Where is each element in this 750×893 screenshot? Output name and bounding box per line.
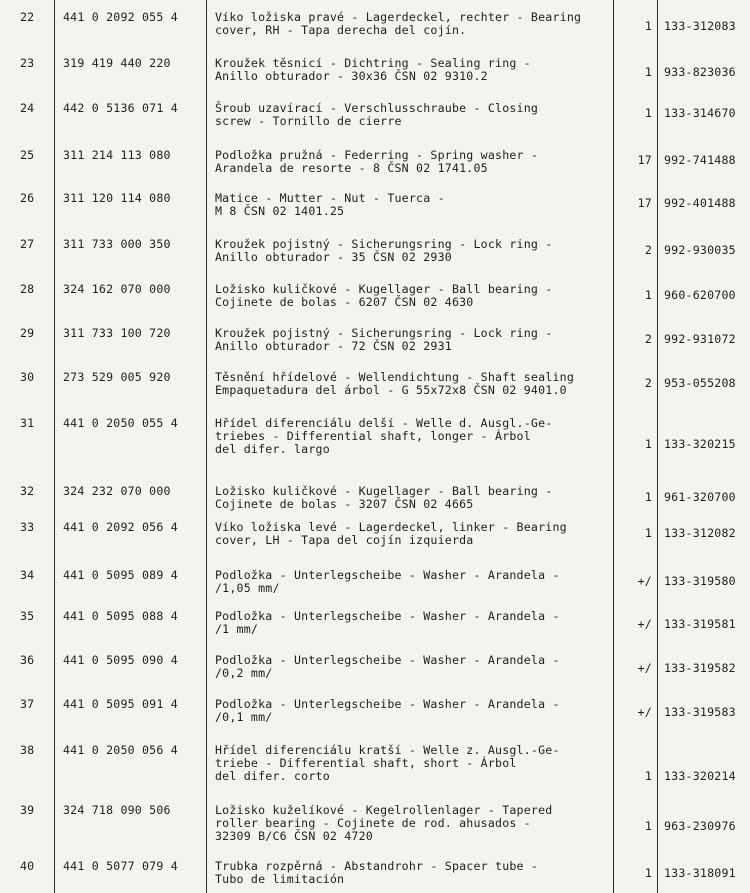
table-row	[0, 185, 750, 231]
order-number: 133-320214	[664, 769, 736, 783]
part-description	[215, 238, 610, 264]
description-line: Ložisko kuželíkové - Kegelrollenlager - Tapered	[215, 803, 553, 817]
part-number: 441 0 5095 091 4	[63, 697, 178, 711]
order-number: 992-401488	[664, 196, 736, 210]
item-number: 28	[20, 282, 35, 296]
quantity: 1	[644, 65, 652, 79]
part-number: 324 232 070 000	[63, 484, 171, 498]
description-line: cover, RH - Tapa derecha del cojín.	[215, 23, 467, 37]
description-line: Podložka - Unterlegscheibe - Washer - Arandela -	[215, 568, 560, 582]
order-number: 961-320700	[664, 490, 736, 504]
order-number: 133-318091	[664, 866, 736, 880]
part-description	[215, 521, 610, 547]
part-description	[215, 11, 610, 37]
order-number: 133-319582	[664, 661, 736, 675]
part-number: 311 733 000 350	[63, 237, 171, 251]
description-line: Kroužek pojistný - Sicherungsring - Lock ring -	[215, 326, 553, 340]
item-number: 25	[20, 148, 35, 162]
table-row	[0, 853, 750, 893]
order-number: 933-823036	[664, 65, 736, 79]
table-row	[0, 95, 750, 141]
order-number: 133-312083	[664, 19, 736, 33]
item-number: 30	[20, 370, 35, 384]
part-description	[215, 860, 610, 886]
description-line: Podložka - Unterlegscheibe - Washer - Arandela -	[215, 609, 560, 623]
item-number: 27	[20, 237, 35, 251]
table-row	[0, 142, 750, 188]
description-line: Cojinete de bolas - 3207 ČSN 02 4665	[215, 497, 474, 511]
description-line: del difer. largo	[215, 442, 330, 456]
item-number: 40	[20, 859, 35, 873]
part-description	[215, 327, 610, 353]
table-row	[0, 737, 750, 783]
part-description	[215, 569, 610, 595]
quantity: 1	[644, 769, 652, 783]
table-row	[0, 410, 750, 456]
description-line: Matice - Mutter - Nut - Tuerca -	[215, 191, 445, 205]
item-number: 36	[20, 653, 35, 667]
part-description	[215, 417, 610, 456]
part-number: 441 0 5095 090 4	[63, 653, 178, 667]
quantity: +/	[637, 617, 652, 631]
description-line: Podložka - Unterlegscheibe - Washer - Arandela -	[215, 697, 560, 711]
part-number: 441 0 2092 056 4	[63, 520, 178, 534]
part-description	[215, 485, 610, 511]
part-description	[215, 102, 610, 128]
description-line: /1,05 mm/	[215, 581, 280, 595]
part-number: 319 419 440 220	[63, 56, 171, 70]
part-number: 441 0 2050 056 4	[63, 743, 178, 757]
item-number: 31	[20, 416, 35, 430]
description-line: /1 mm/	[215, 622, 259, 636]
part-description	[215, 654, 610, 680]
description-line: /0,1 mm/	[215, 710, 273, 724]
description-line: Empaquetadura del árbol - G 55x72x8 ČSN 02 9401.0	[215, 383, 567, 397]
table-row	[0, 364, 750, 410]
item-number: 39	[20, 803, 35, 817]
quantity: 2	[644, 332, 652, 346]
table-row	[0, 603, 750, 649]
order-number: 960-620700	[664, 288, 736, 302]
description-line: del difer. corto	[215, 769, 330, 783]
part-description	[215, 744, 610, 783]
part-description	[215, 804, 610, 843]
quantity: 2	[644, 376, 652, 390]
table-row	[0, 797, 750, 843]
description-line: Hřídel diferenciálu delší - Welle d. Ausgl.-Ge-	[215, 416, 553, 430]
part-number: 311 214 113 080	[63, 148, 171, 162]
part-description	[215, 698, 610, 724]
item-number: 34	[20, 568, 35, 582]
table-row	[0, 276, 750, 322]
part-description	[215, 192, 610, 218]
description-line: 32309 B/C6 ČSN 02 4720	[215, 829, 373, 843]
quantity: +/	[637, 574, 652, 588]
table-row	[0, 4, 750, 50]
part-number: 441 0 5095 089 4	[63, 568, 178, 582]
part-number: 441 0 5077 079 4	[63, 859, 178, 873]
part-number: 311 733 100 720	[63, 326, 171, 340]
description-line: Šroub uzavírací - Verschlusschraube - Closing	[215, 101, 539, 115]
item-number: 24	[20, 101, 35, 115]
description-line: Kroužek těsnicí - Dichtring - Sealing ring -	[215, 56, 531, 70]
table-row	[0, 231, 750, 277]
part-number: 441 0 5095 088 4	[63, 609, 178, 623]
description-line: Těsnění hřídelové - Wellendichtung - Shaft sealing	[215, 370, 575, 384]
description-line: M 8 ČSN 02 1401.25	[215, 204, 345, 218]
description-line: /0,2 mm/	[215, 666, 273, 680]
order-number: 992-931072	[664, 332, 736, 346]
part-number: 441 0 2092 055 4	[63, 10, 178, 24]
quantity: 1	[644, 866, 652, 880]
order-number: 133-319581	[664, 617, 736, 631]
order-number: 963-230976	[664, 819, 736, 833]
item-number: 23	[20, 56, 35, 70]
quantity: 1	[644, 437, 652, 451]
description-line: Hřídel diferenciálu kratší - Welle z. Ausgl.-Ge-	[215, 743, 560, 757]
order-number: 992-741488	[664, 153, 736, 167]
description-line: Ložisko kuličkové - Kugellager - Ball bearing -	[215, 484, 553, 498]
quantity: 1	[644, 106, 652, 120]
order-number: 133-320215	[664, 437, 736, 451]
quantity: 1	[644, 19, 652, 33]
description-line: Víko ložiska pravé - Lagerdeckel, rechter - Bearing	[215, 10, 582, 24]
description-line: Cojinete de bolas - 6207 ČSN 02 4630	[215, 295, 474, 309]
description-line: Anillo obturador - 35 ČSN 02 2930	[215, 250, 452, 264]
item-number: 35	[20, 609, 35, 623]
part-number: 324 718 090 506	[63, 803, 171, 817]
description-line: Anillo obturador - 72 ČSN 02 2931	[215, 339, 452, 353]
item-number: 37	[20, 697, 35, 711]
part-number: 442 0 5136 071 4	[63, 101, 178, 115]
item-number: 32	[20, 484, 35, 498]
quantity: 1	[644, 526, 652, 540]
description-line: Anillo obturador - 30x36 ČSN 02 9310.2	[215, 69, 488, 83]
quantity: +/	[637, 705, 652, 719]
quantity: 17	[637, 196, 652, 210]
quantity: 1	[644, 490, 652, 504]
order-number: 133-312082	[664, 526, 736, 540]
description-line: Podložka - Unterlegscheibe - Washer - Arandela -	[215, 653, 560, 667]
quantity: 2	[644, 243, 652, 257]
table-row	[0, 691, 750, 737]
description-line: Arandela de resorte - 8 ČSN 02 1741.05	[215, 161, 488, 175]
part-description	[215, 57, 610, 83]
order-number: 992-930035	[664, 243, 736, 257]
description-line: triebes - Differential shaft, longer - Árbol	[215, 429, 531, 443]
part-number: 273 529 005 920	[63, 370, 171, 384]
description-line: Ložisko kuličkové - Kugellager - Ball bearing -	[215, 282, 553, 296]
quantity: 17	[637, 153, 652, 167]
item-number: 29	[20, 326, 35, 340]
part-description	[215, 610, 610, 636]
description-line: Podložka pružná - Federring - Spring washer -	[215, 148, 539, 162]
order-number: 953-055208	[664, 376, 736, 390]
description-line: cover, LH - Tapa del cojín izquierda	[215, 533, 474, 547]
table-row	[0, 562, 750, 608]
table-row	[0, 647, 750, 693]
item-number: 33	[20, 520, 35, 534]
order-number: 133-314670	[664, 106, 736, 120]
description-line: triebe - Differential shaft, short - Árbol	[215, 756, 517, 770]
part-number: 311 120 114 080	[63, 191, 171, 205]
item-number: 22	[20, 10, 35, 24]
part-number: 324 162 070 000	[63, 282, 171, 296]
table-row	[0, 320, 750, 366]
description-line: screw - Tornillo de cierre	[215, 114, 402, 128]
description-line: Trubka rozpěrná - Abstandrohr - Spacer tube -	[215, 859, 539, 873]
table-row	[0, 50, 750, 96]
part-number: 441 0 2050 055 4	[63, 416, 178, 430]
table-row	[0, 514, 750, 560]
order-number: 133-319580	[664, 574, 736, 588]
quantity: 1	[644, 819, 652, 833]
part-description	[215, 149, 610, 175]
part-description	[215, 283, 610, 309]
item-number: 26	[20, 191, 35, 205]
description-line: Víko ložiska levé - Lagerdeckel, linker - Bearing	[215, 520, 567, 534]
description-line: Tubo de limitación	[215, 872, 345, 886]
quantity: +/	[637, 661, 652, 675]
item-number: 38	[20, 743, 35, 757]
description-line: Kroužek pojistný - Sicherungsring - Lock ring -	[215, 237, 553, 251]
quantity: 1	[644, 288, 652, 302]
part-description	[215, 371, 610, 397]
description-line: roller bearing - Cojinete de rod. ahusados -	[215, 816, 531, 830]
order-number: 133-319583	[664, 705, 736, 719]
